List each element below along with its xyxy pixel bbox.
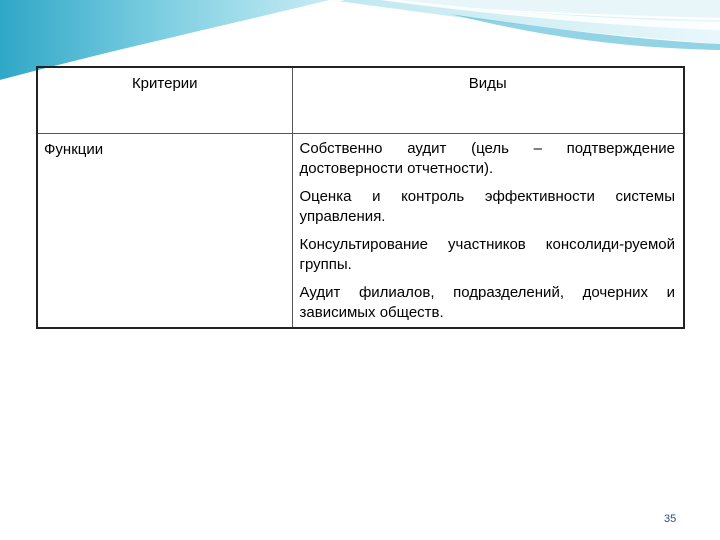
kinds-cell [292,134,684,329]
audit-kinds-table [36,66,685,329]
kind-item: Консультирование участников консолиди-руемой группы. [299,236,675,273]
table-header-row [37,67,684,134]
kind-item: Оценка и контроль эффективности системы управления. [299,188,675,225]
slide-number: 35 [664,513,677,525]
header-criteria: Критерии [37,67,292,134]
table-row [37,134,684,329]
header-kinds: Виды [292,67,684,134]
kind-item: Собственно аудит (цель – подтверждение достоверности отчетности). [299,140,675,177]
criterion-cell: Функции [37,134,292,329]
kind-item: Аудит филиалов, подразделений, дочерних и зависимых обществ. [299,284,675,321]
